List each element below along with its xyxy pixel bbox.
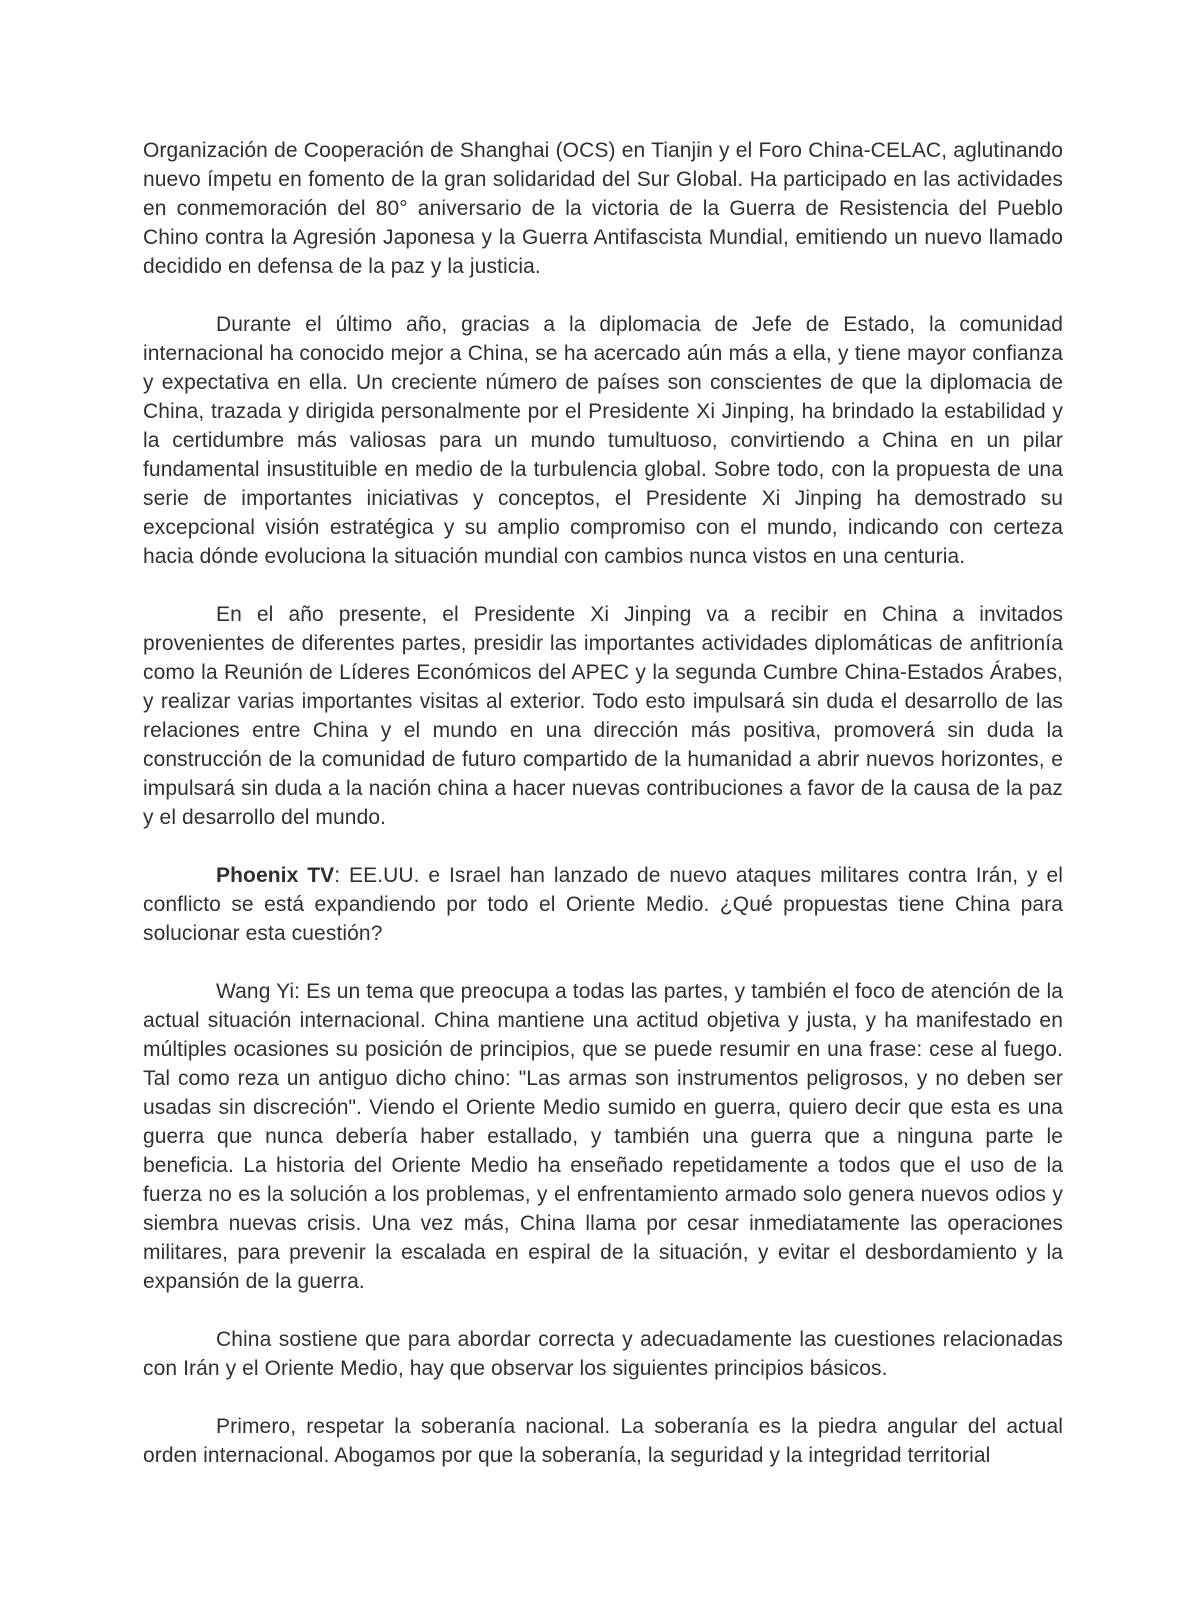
speaker-name: Phoenix TV bbox=[216, 864, 335, 887]
document-paragraph: En el año presente, el Presidente Xi Jinping va a recibir en China a invitados provenientes de diferentes partes, presidir las importantes actividades diplomáticas de anfitrionía como la Reunión de Líderes Económicos del APEC y la segunda Cumbre China-Estados Árabes, y realizar varias importantes visitas al exterior. Todo esto impulsará sin duda el desarrollo de las relaciones entre China y el mundo en una dirección más positiva, promoverá sin duda la construcción de la comunidad de futuro compartido de la humanidad a abrir nuevos horizontes, e impulsará sin duda a la nación china a hacer nuevas contribuciones a favor de la causa de la paz y el desarrollo del mundo. bbox=[143, 603, 1063, 829]
document-paragraph: China sostiene que para abordar correcta y adecuadamente las cuestiones relacionadas con Irán y el Oriente Medio, hay que observar los siguientes principios básicos. bbox=[143, 1328, 1063, 1380]
document-paragraph: Organización de Cooperación de Shanghai (OCS) en Tianjin y el Foro China-CELAC, aglutinando nuevo ímpetu en fomento de la gran solidaridad del Sur Global. Ha participado en las actividades en conmemoración del 80° aniversario de la victoria de la Guerra de Resistencia del Pueblo Chino contra la Agresión Japonesa y la Guerra Antifascista Mundial, emitiendo un nuevo llamado decidido en defensa de la paz y la justicia. bbox=[143, 139, 1063, 278]
document-paragraph: Primero, respetar la soberanía nacional. La soberanía es la piedra angular del actual orden internacional. Abogamos por que la soberanía, la seguridad y la integridad territorial bbox=[143, 1415, 1063, 1467]
document-paragraph: Durante el último año, gracias a la diplomacia de Jefe de Estado, la comunidad internacional ha conocido mejor a China, se ha acercado aún más a ella, y tiene mayor confianza y expectativa en ella. Un creciente número de países son conscientes de que la diplomacia de China, trazada y dirigida personalmente por el Presidente Xi Jinping, ha brindado la estabilidad y la certidumbre más valiosas para un mundo tumultuoso, convirtiendo a China en un pilar fundamental insustituible en medio de la turbulencia global. Sobre todo, con la propuesta de una serie de importantes iniciativas y conceptos, el Presidente Xi Jinping ha demostrado su excepcional visión estratégica y su amplio compromiso con el mundo, indicando con certeza hacia dónde evoluciona la situación mundial con cambios nunca vistos en una centuria. bbox=[143, 313, 1063, 568]
document-paragraph-answer: Wang Yi: Es un tema que preocupa a todas las partes, y también el foco de atención de la actual situación internacional. China mantiene una actitud objetiva y justa, y ha manifestado en múltiples ocasiones su posición de principios, que se puede resumir en una frase: cese al fuego. Tal como reza un antiguo dicho chino: "Las armas son instrumentos peligrosos, y no deben ser usadas sin discreción". Viendo el Oriente Medio sumido en guerra, quiero decir que esta es una guerra que nunca debería haber estallado, y también una guerra que a ninguna parte le beneficia. La historia del Oriente Medio ha enseñado repetidamente a todos que el uso de la fuerza no es la solución a los problemas, y el enfrentamiento armado solo genera nuevos odios y siembra nuevas crisis. Una vez más, China llama por cesar inmediatamente las operaciones militares, para prevenir la escalada en espiral de la situación, y evitar el desbordamiento y la expansión de la guerra. bbox=[143, 980, 1063, 1293]
question-text: : EE.UU. e Israel han lanzado de nuevo ataques militares contra Irán, y el conflicto se está expandiendo por todo el Oriente Medio. ¿Qué propuestas tiene China para solucionar esta cuestión? bbox=[143, 864, 1064, 945]
document-text-block bbox=[143, 136, 1063, 1499]
document-paragraph-question bbox=[143, 861, 1063, 948]
